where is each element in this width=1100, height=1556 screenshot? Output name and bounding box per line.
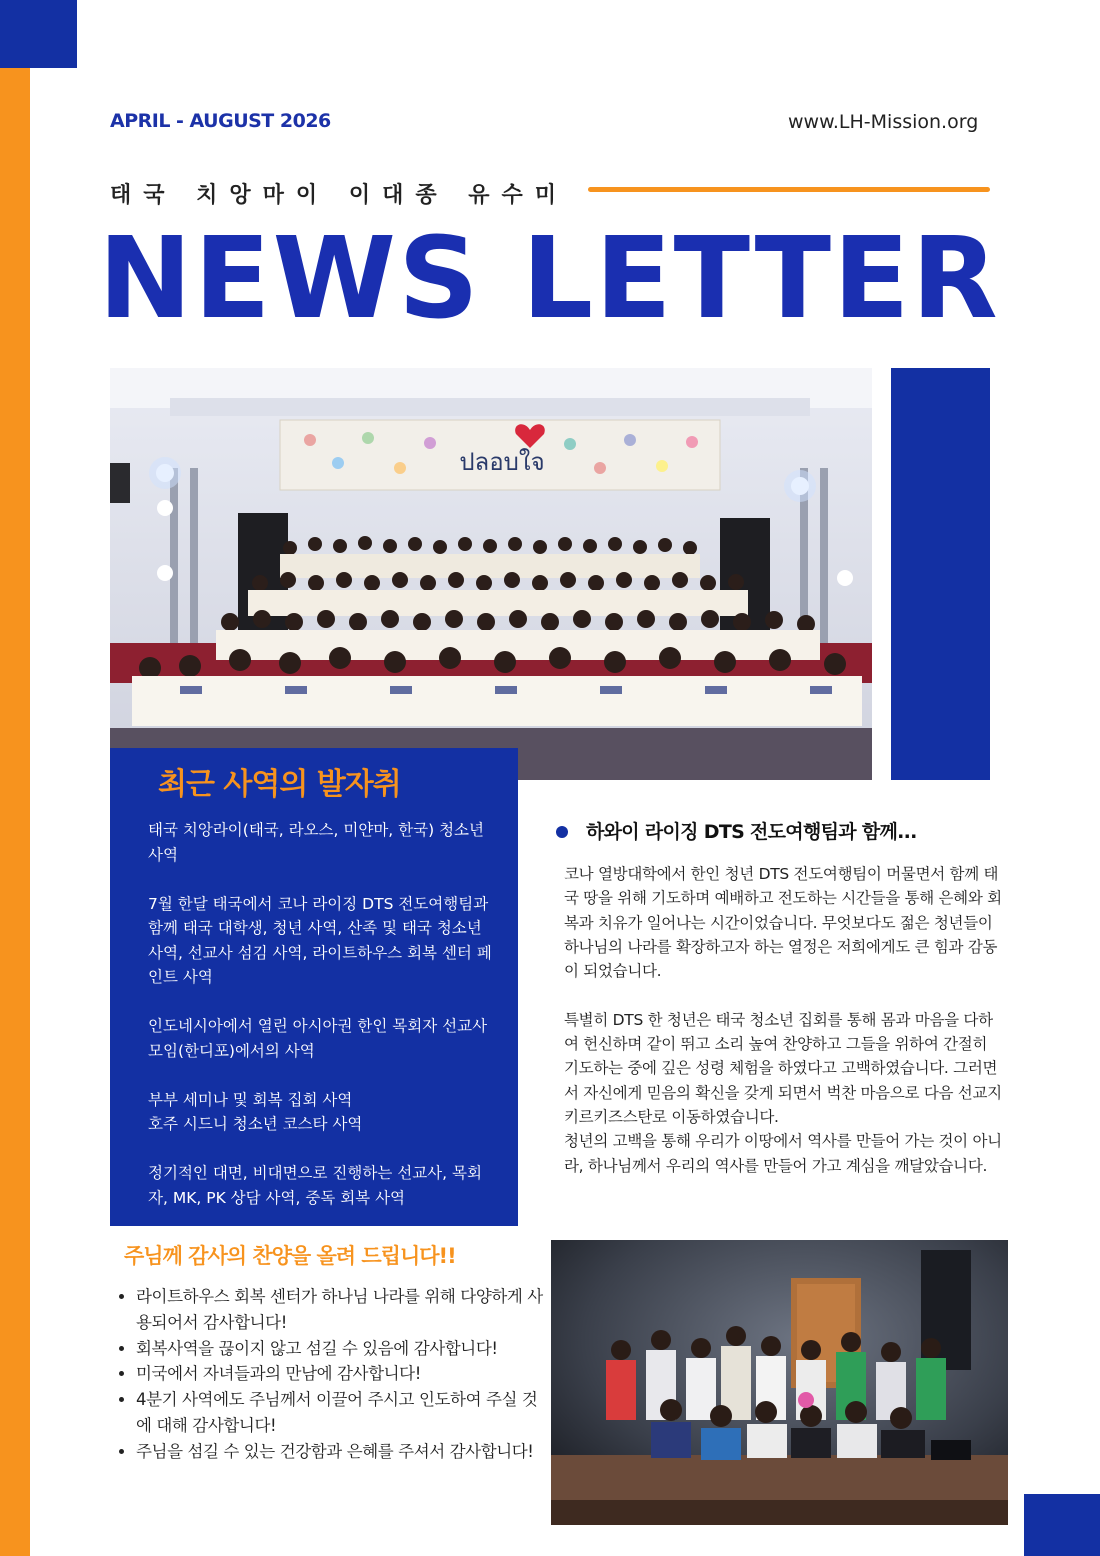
corner-block-top-left bbox=[0, 0, 77, 68]
thanks-title: 주님께 감사의 찬양을 올려 드립니다!! bbox=[124, 1244, 456, 1268]
story-title: 하와이 라이징 DTS 전도여행팀과 함께... bbox=[586, 821, 917, 843]
thanks-list bbox=[112, 1284, 546, 1465]
story-paragraph: 특별히 DTS 한 청년은 태국 청소년 집회를 통해 몸과 마음을 다하여 헌신하며 같이 뛰고 소리 높여 찬양하고 그들을 위하여 간절히 기도하는 중에 깊은 성령 체험을 하였다고 고백하였습니다. 그러면서 자신에게 믿음의 확신을 갖게 되면서 벅찬 마음으로 다음 선교지 키르키즈스탄로 이동하였습니다. bbox=[564, 1010, 1002, 1126]
missionary-names: 태국 치앙마이 이대종 유수미 bbox=[110, 183, 569, 208]
highlight-item: 정기적인 대면, 비대면으로 진행하는 선교사, 목회자, MK, PK 상담 사역, 중독 회복 사역 bbox=[148, 1164, 482, 1207]
highlight-item: 인도네시아에서 열린 아시아권 한인 목회자 선교사 모임(한디포)에서의 사역 bbox=[148, 1017, 488, 1060]
highlight-item: 7월 한달 태국에서 코나 라이징 DTS 전도여행팀과 함께 태국 대학생, 청년 사역, 산족 및 태국 청소년사역, 선교사 섬김 사역, 라이트하우스 회복 센터 페인트 사역 bbox=[148, 894, 492, 986]
banner-text: ปลอบใจ bbox=[459, 448, 545, 476]
corner-block-bottom-right bbox=[1024, 1494, 1100, 1556]
story-paragraph: 코나 열방대학에서 한인 청년 DTS 전도여행팀이 머물면서 함께 태국 땅을 위해 기도하며 예배하고 전도하는 시간들을 통해 은혜와 회복과 치유가 일어나는 시간이었습니다. 무엇보다도 젊은 청년들이 하나님의 나라를 확장하고자 하는 열정은 저희에게도 큰 힘과 감동이 되었습니다. bbox=[564, 865, 1002, 981]
highlights-list bbox=[148, 818, 496, 1235]
list-item: • 주님을 섬길 수 있는 건강함과 은혜를 주셔서 감사합니다! bbox=[136, 1439, 546, 1465]
page-title: NEWS LETTER bbox=[98, 214, 1000, 344]
list-item: • 라이트하우스 회복 센터가 하나님 나라를 위해 다양하게 사용되어서 감사합니다! bbox=[136, 1284, 546, 1336]
highlight-item: 태국 치앙라이(태국, 라오스, 미얀마, 한국) 청소년 사역 bbox=[148, 821, 484, 864]
list-item: • 미국에서 자녀들과의 만남에 감사합니다! bbox=[136, 1361, 546, 1387]
decorative-blue-stripe bbox=[891, 368, 990, 780]
highlight-item: 호주 시드니 청소년 코스타 사역 bbox=[148, 1115, 363, 1133]
group-photo bbox=[110, 368, 872, 780]
title-divider bbox=[588, 187, 990, 192]
story-bullet-icon bbox=[556, 826, 568, 838]
list-item: • 회복사역을 끊이지 않고 섬길 수 있음에 감사합니다! bbox=[136, 1336, 546, 1362]
website-link[interactable]: www.LH-Mission.org bbox=[788, 111, 979, 133]
highlights-title: 최근 사역의 발자취 bbox=[158, 767, 401, 802]
left-orange-bar bbox=[0, 68, 30, 1556]
team-photo bbox=[551, 1240, 1008, 1525]
date-range: APRIL - AUGUST 2026 bbox=[110, 110, 331, 132]
highlight-item: 부부 세미나 및 회복 집회 사역 bbox=[148, 1090, 353, 1109]
list-item: • 4분기 사역에도 주님께서 이끌어 주시고 인도하여 주실 것에 대해 감사합니다! bbox=[136, 1387, 546, 1439]
story-paragraph: 청년의 고백을 통해 우리가 이땅에서 역사를 만들어 가는 것이 아니라, 하나님께서 우리의 역사를 만들어 가고 계심을 깨달았습니다. bbox=[564, 1132, 1002, 1175]
story-body bbox=[564, 862, 1004, 1178]
handprint-banner bbox=[280, 420, 720, 490]
